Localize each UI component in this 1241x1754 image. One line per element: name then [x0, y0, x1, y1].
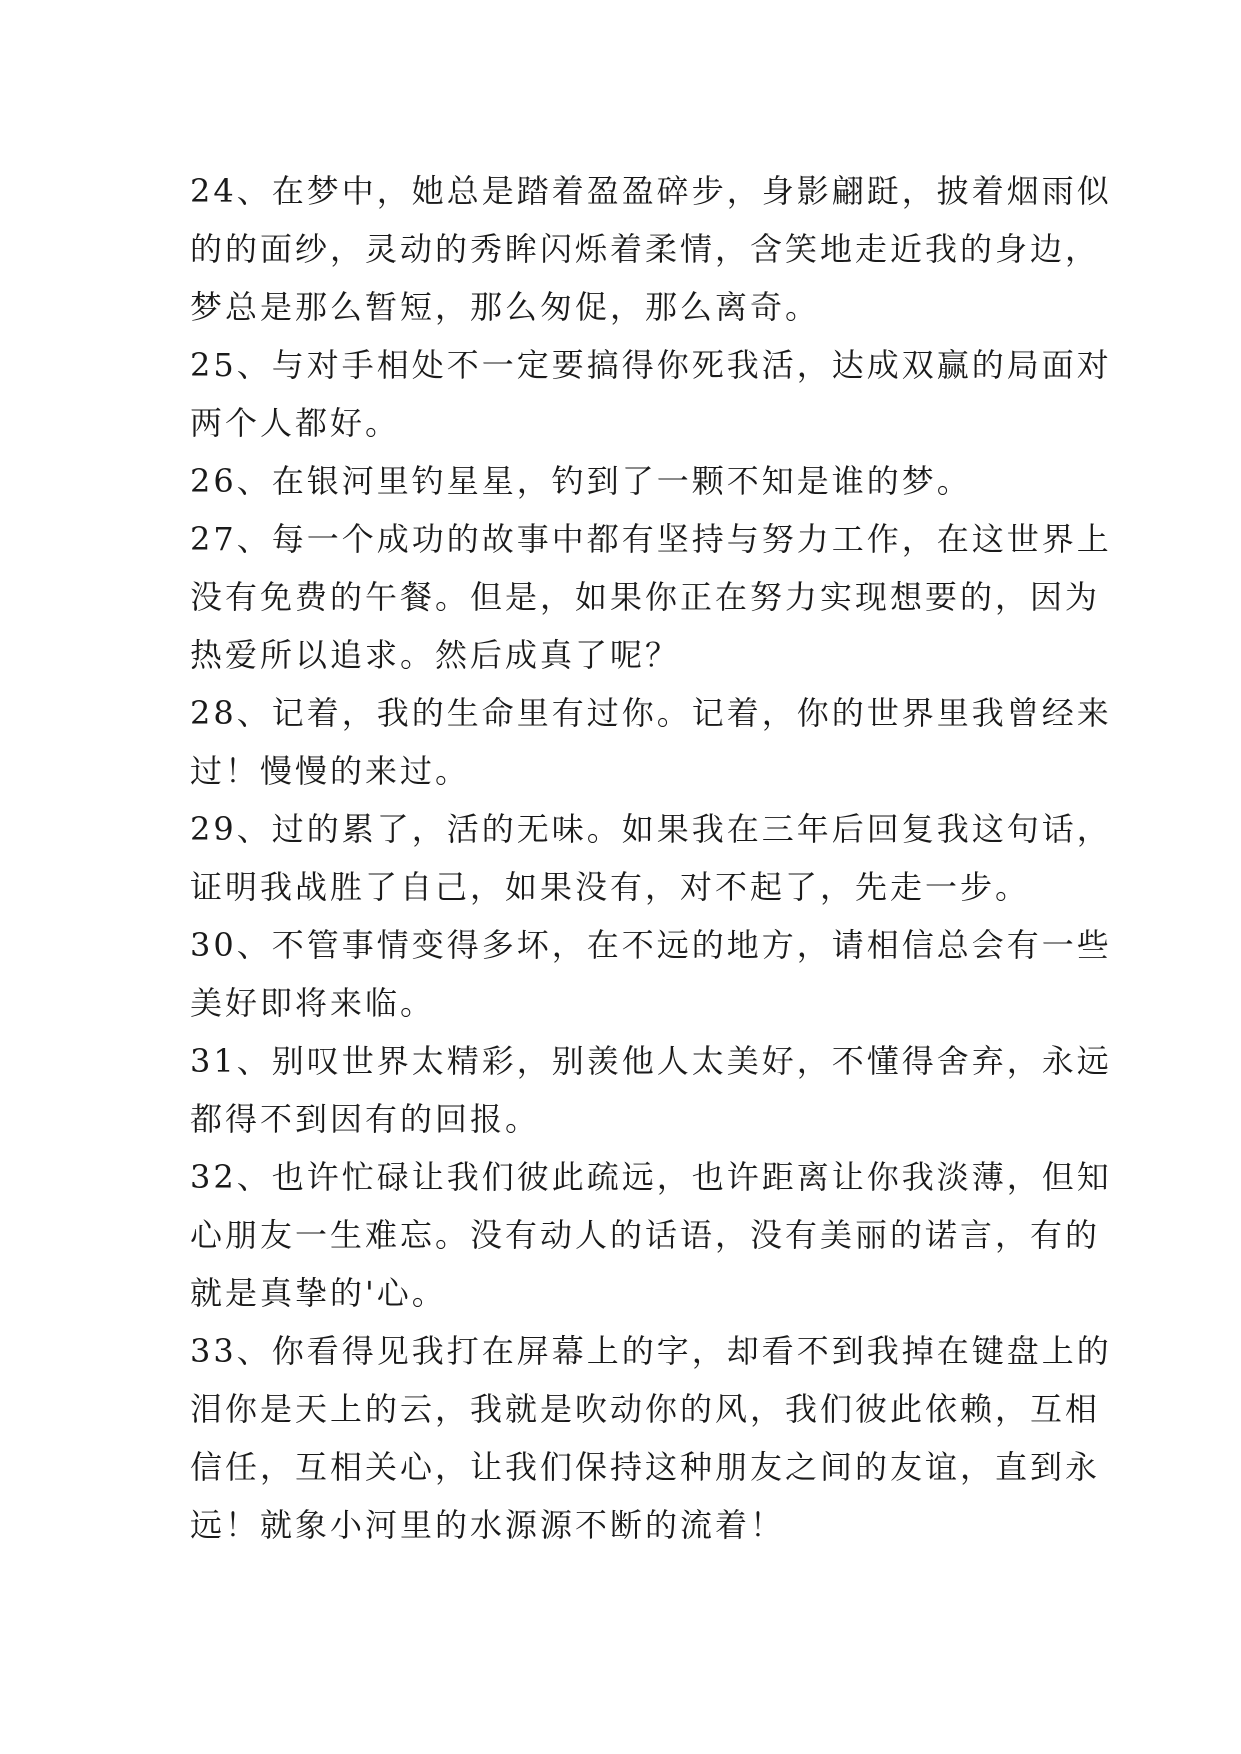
text-line: 31、别叹世界太精彩，别羡他人太美好，不懂得舍弃，永远 [190, 1042, 1112, 1080]
paragraph-24 [190, 162, 1112, 336]
document-body [190, 162, 1112, 1554]
paragraph-26 [190, 452, 1070, 510]
paragraph-32 [190, 1148, 1112, 1322]
text-line: 的的面纱，灵动的秀眸闪烁着柔情，含笑地走近我的身边， [190, 230, 1101, 268]
text-line: 证明我战胜了自己，如果没有，对不起了，先走一步。 [190, 868, 1031, 906]
text-line: 信任，互相关心，让我们保持这种朋友之间的友谊，直到永 [190, 1448, 1101, 1486]
text-line: 梦总是那么暂短，那么匆促，那么离奇。 [190, 288, 821, 326]
text-line: 泪你是天上的云，我就是吹动你的风，我们彼此依赖，互相 [190, 1390, 1101, 1428]
text-line: 两个人都好。 [190, 404, 401, 442]
text-line: 没有免费的午餐。但是，如果你正在努力实现想要的，因为 [190, 578, 1101, 616]
paragraph-30 [190, 916, 1112, 1032]
text-line: 25、与对手相处不一定要搞得你死我活，达成双赢的局面对 [190, 346, 1112, 384]
text-line: 30、不管事情变得多坏，在不远的地方，请相信总会有一些 [190, 926, 1112, 964]
text-line: 热爱所以追求。然后成真了呢？ [190, 636, 681, 674]
paragraph-29 [190, 800, 1112, 916]
text-line: 29、过的累了，活的无味。如果我在三年后回复我这句话， [190, 810, 1112, 848]
text-line: 远！就象小河里的水源源不断的流着！ [190, 1506, 786, 1544]
text-line: 27、每一个成功的故事中都有坚持与努力工作，在这世界上 [190, 520, 1112, 558]
text-line: 33、你看得见我打在屏幕上的字，却看不到我掉在键盘上的 [190, 1332, 1112, 1370]
text-line: 过！慢慢的来过。 [190, 752, 471, 790]
paragraph-27 [190, 510, 1112, 684]
paragraph-28 [190, 684, 1112, 800]
paragraph-31 [190, 1032, 1112, 1148]
text-line: 都得不到因有的回报。 [190, 1100, 541, 1138]
text-line: 心朋友一生难忘。没有动人的话语，没有美丽的诺言，有的 [190, 1216, 1101, 1254]
text-line: 26、在银河里钓星星，钓到了一颗不知是谁的梦。 [190, 462, 972, 500]
text-line: 24、在梦中，她总是踏着盈盈碎步，身影翩跹，披着烟雨似 [190, 172, 1112, 210]
text-line: 美好即将来临。 [190, 984, 436, 1022]
text-line: 28、记着，我的生命里有过你。记着，你的世界里我曾经来 [190, 694, 1112, 732]
paragraph-33 [190, 1322, 1112, 1554]
paragraph-25 [190, 336, 1112, 452]
text-line: 就是真挚的'心。 [190, 1274, 447, 1312]
text-line: 32、也许忙碌让我们彼此疏远，也许距离让你我淡薄，但知 [190, 1158, 1112, 1196]
